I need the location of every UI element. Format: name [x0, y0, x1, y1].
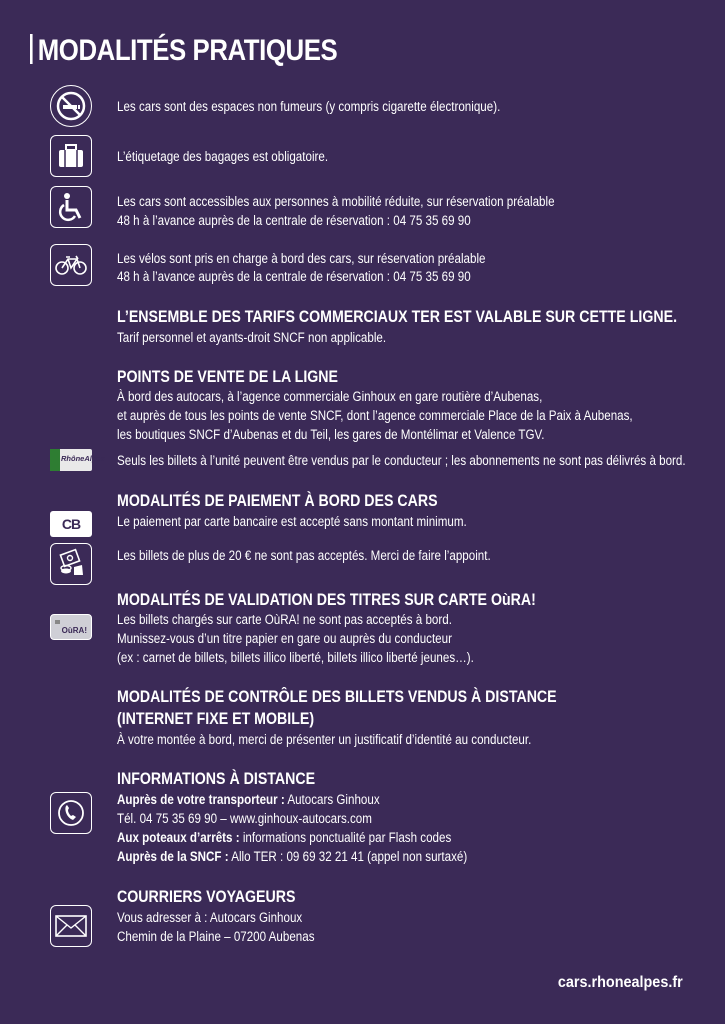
info-tel: Tél. 04 75 35 69 90 – www.ginhoux-autocars.com	[117, 811, 372, 826]
courriers-line-1: Vous adresser à : Autocars Ginhoux	[117, 910, 303, 925]
bicycle-text-1: Les vélos sont pris en charge à bord des cars, sur réservation préalable	[117, 251, 486, 266]
validation-line-1: Les billets chargés sur carte OùRA! ne sont pas acceptés à bord.	[117, 612, 452, 627]
wheelchair-text-1: Les cars sont accessibles aux personnes à mobilité réduite, sur réservation préalable	[117, 194, 555, 209]
controle-text: À votre montée à bord, merci de présenter un justificatif d’identité au conducteur.	[117, 732, 532, 747]
no-smoking-text: Les cars sont des espaces non fumeurs (y compris cigarette électronique).	[117, 99, 501, 114]
info-transporteur-value: Autocars Ginhoux	[287, 792, 380, 807]
page-title	[30, 34, 337, 68]
info-transporteur-label: Auprès de votre transporteur :	[117, 792, 285, 807]
validation-line-3: (ex : carnet de billets, billets illico liberté, billets illico liberté jeunes…).	[117, 650, 474, 665]
points-vente-heading: POINTS DE VENTE DE LA LIGNE	[117, 368, 339, 386]
validation-line-2: Munissez-vous d’un titre papier en gare ou auprès du conducteur	[117, 631, 452, 646]
points-vente-line-2: et auprès de tous les points de vente SNCF, dont l’agence commerciale Place de la Paix à Aubenas,	[117, 408, 633, 423]
info-transporteur	[117, 790, 380, 809]
footer-website-link[interactable]: cars.rhonealpes.fr	[558, 974, 683, 991]
points-vente-line-3: les boutiques SNCF d’Aubenas et du Teil, les gares de Montélimar et Valence TGV.	[117, 427, 545, 442]
oura-card-chip	[55, 620, 60, 624]
page-title-text: MODALITÉS PRATIQUES	[37, 34, 338, 67]
info-poteaux-label: Aux poteaux d’arrêts :	[117, 830, 240, 845]
rhonealpes-logo	[50, 449, 105, 471]
envelope-icon	[50, 905, 92, 947]
rhonealpes-logo-text: RhôneAlpes	[61, 454, 105, 463]
tarifs-text: Tarif personnel et ayants-droit SNCF non applicable.	[117, 330, 387, 345]
carte-bancaire-logo	[50, 511, 92, 537]
wheelchair-icon	[50, 186, 92, 228]
info-sncf	[117, 847, 467, 866]
points-vente-note: Seuls les billets à l’unité peuvent être vendus par le conducteur ; les abonnements ne sont pas délivrés à bord.	[117, 453, 686, 468]
oura-card-logo	[50, 614, 92, 640]
info-sncf-value: Allo TER : 09 69 32 21 41 (appel non surtaxé)	[231, 849, 468, 864]
paiement-card-text: Le paiement par carte bancaire est accepté sans montant minimum.	[117, 514, 467, 529]
cash-payment-icon	[50, 543, 92, 585]
controle-heading-2: (INTERNET FIXE ET MOBILE)	[117, 710, 315, 728]
title-bar	[30, 34, 33, 64]
points-vente-line-1: À bord des autocars, à l’agence commerciale Ginhoux en gare routière d’Aubenas,	[117, 389, 543, 404]
courriers-heading: COURRIERS VOYAGEURS	[117, 888, 296, 906]
info-poteaux-value: informations ponctualité par Flash codes	[242, 830, 452, 845]
validation-heading: MODALITÉS DE VALIDATION DES TITRES SUR CARTE OùRA!	[117, 591, 536, 609]
info-sncf-label: Auprès de la SNCF :	[117, 849, 229, 864]
bicycle-text-2: 48 h à l’avance auprès de la centrale de réservation : 04 75 35 69 90	[117, 269, 471, 284]
luggage-text: L’étiquetage des bagages est obligatoire.	[117, 149, 329, 164]
phone-icon	[50, 792, 92, 834]
rhonealpes-logo-mark	[50, 449, 60, 471]
oura-card-logo-text: OùRA!	[61, 626, 87, 635]
info-poteaux	[117, 828, 451, 847]
no-smoking-icon	[50, 85, 92, 127]
paiement-cash-text: Les billets de plus de 20 € ne sont pas acceptés. Merci de faire l’appoint.	[117, 548, 491, 563]
luggage-icon	[50, 135, 92, 177]
courriers-line-2: Chemin de la Plaine – 07200 Aubenas	[117, 929, 315, 944]
controle-heading-1: MODALITÉS DE CONTRÔLE DES BILLETS VENDUS À DISTANCE	[117, 688, 557, 706]
wheelchair-text-2: 48 h à l’avance auprès de la centrale de réservation : 04 75 35 69 90	[117, 213, 471, 228]
paiement-heading: MODALITÉS DE PAIEMENT À BORD DES CARS	[117, 492, 438, 510]
carte-bancaire-logo-text: CB	[61, 516, 81, 532]
tarifs-heading: L’ENSEMBLE DES TARIFS COMMERCIAUX TER EST VALABLE SUR CETTE LIGNE.	[117, 308, 678, 326]
bicycle-icon	[50, 244, 92, 286]
informations-heading: INFORMATIONS À DISTANCE	[117, 770, 316, 788]
